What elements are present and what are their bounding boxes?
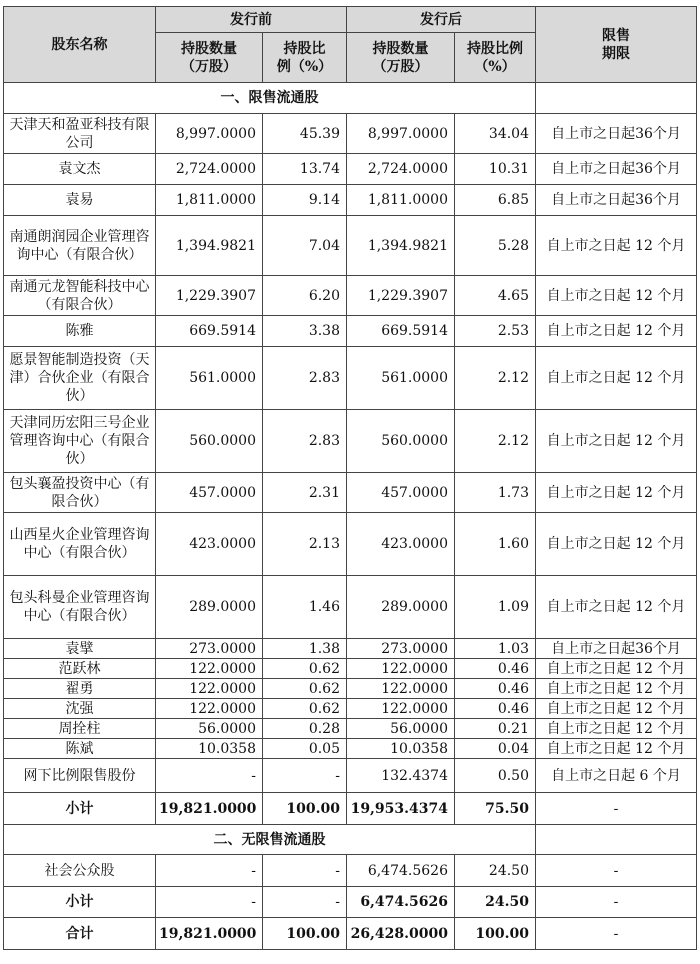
header-after-shares — [347, 33, 455, 83]
table-row — [4, 739, 697, 759]
header-after-ratio — [455, 33, 536, 83]
section1-title-empty — [536, 83, 697, 114]
row-before-ratio: 0.62 — [263, 699, 347, 719]
row-after-ratio: 1.09 — [455, 576, 536, 639]
row-after-shares: 122.0000 — [347, 679, 455, 699]
header-before-ratio-line2: 例（%） — [276, 58, 333, 75]
header-lockup-line1: 限售 — [602, 27, 630, 44]
row-period: 自上市之日起 12 个月 — [536, 347, 697, 410]
row-before-shares: 289.0000 — [156, 576, 263, 639]
row-before-ratio: - — [263, 759, 347, 793]
row-period: 自上市之日起 12 个月 — [536, 719, 697, 739]
row-after-shares: 561.0000 — [347, 347, 455, 410]
row-period: 自上市之日起36个月 — [536, 185, 697, 216]
row-period: 自上市之日起 6 个月 — [536, 759, 697, 793]
subtotal-after-ratio: 75.50 — [455, 793, 536, 825]
header-after-ratio-line1: 持股比例 — [467, 40, 523, 57]
row-name: 沈强 — [4, 699, 156, 719]
subtotal-after-shares: 6,474.5626 — [347, 887, 455, 918]
row-period: 自上市之日起 12 个月 — [536, 410, 697, 473]
row-after-shares: 457.0000 — [347, 473, 455, 513]
row-after-shares: 669.5914 — [347, 316, 455, 347]
subtotal-after-shares: 19,953.4374 — [347, 793, 455, 825]
row-period: 自上市之日起 12 个月 — [536, 739, 697, 759]
row-before-shares: 561.0000 — [156, 347, 263, 410]
row-before-shares: 122.0000 — [156, 659, 263, 679]
row-name: 天津天和盈亚科技有限公司 — [4, 114, 156, 154]
row-before-shares: 2,724.0000 — [156, 154, 263, 185]
row-before-shares: - — [156, 759, 263, 793]
row-name: 周拴柱 — [4, 719, 156, 739]
header-before-ratio-line1: 持股比 — [283, 40, 326, 57]
total-before-ratio: 100.00 — [263, 918, 347, 950]
table-row — [4, 216, 697, 276]
table-row — [4, 639, 697, 659]
row-after-ratio: 2.12 — [455, 347, 536, 410]
row-after-shares: 132.4374 — [347, 759, 455, 793]
row-after-ratio: 2.12 — [455, 410, 536, 473]
header-lockup-period — [536, 7, 697, 83]
row-before-ratio: 13.74 — [263, 154, 347, 185]
row-before-ratio: 1.46 — [263, 576, 347, 639]
header-before-shares-line2: （万股） — [181, 58, 237, 75]
header-after-issue: 发行后 — [347, 7, 536, 33]
row-after-shares: 8,997.0000 — [347, 114, 455, 154]
row-name: 南通朗润园企业管理咨询中心（有限合伙） — [4, 216, 156, 276]
row-name: 包头襄盈投资中心（有限合伙） — [4, 473, 156, 513]
table-row — [4, 410, 697, 473]
table-row — [4, 154, 697, 185]
row-name: 南通元龙智能科技中心（有限合伙） — [4, 276, 156, 316]
table-row — [4, 699, 697, 719]
row-before-shares: 8,997.0000 — [156, 114, 263, 154]
total-period: - — [536, 918, 697, 950]
section2-title: 二、无限售流通股 — [4, 825, 536, 855]
row-name: 社会公众股 — [4, 855, 156, 887]
shareholding-table — [3, 6, 697, 950]
row-after-shares: 1,394.9821 — [347, 216, 455, 276]
subtotal-before-ratio: 100.00 — [263, 793, 347, 825]
subtotal-name: 小计 — [4, 793, 156, 825]
subtotal-period: - — [536, 887, 697, 918]
row-before-ratio: 2.31 — [263, 473, 347, 513]
subtotal-name: 小计 — [4, 887, 156, 918]
header-shareholder-name: 股东名称 — [4, 7, 156, 83]
header-after-shares-line2: （万股） — [372, 58, 429, 75]
row-period: 自上市之日起 12 个月 — [536, 276, 697, 316]
table-row — [4, 316, 697, 347]
subtotal-row — [4, 793, 697, 825]
total-row — [4, 918, 697, 950]
row-name: 陈斌 — [4, 739, 156, 759]
row-before-ratio: 9.14 — [263, 185, 347, 216]
row-name: 袁擘 — [4, 639, 156, 659]
row-name: 山西星火企业管理咨询中心（有限合伙） — [4, 513, 156, 576]
row-after-ratio: 0.04 — [455, 739, 536, 759]
header-before-ratio — [263, 33, 347, 83]
row-period: 自上市之日起 12 个月 — [536, 699, 697, 719]
row-before-ratio: 0.28 — [263, 719, 347, 739]
table-row — [4, 185, 697, 216]
row-after-ratio: 10.31 — [455, 154, 536, 185]
table-row — [4, 114, 697, 154]
subtotal-after-ratio: 24.50 — [455, 887, 536, 918]
row-after-shares: 1,229.3907 — [347, 276, 455, 316]
subtotal-before-shares: 19,821.0000 — [156, 793, 263, 825]
row-after-shares: 289.0000 — [347, 576, 455, 639]
row-name: 天津同历宏阳三号企业管理咨询中心（有限合伙） — [4, 410, 156, 473]
row-before-ratio: - — [263, 855, 347, 887]
subtotal-period: - — [536, 793, 697, 825]
row-after-shares: 6,474.5626 — [347, 855, 455, 887]
table-row — [4, 759, 697, 793]
row-before-shares: 1,229.3907 — [156, 276, 263, 316]
table-row — [4, 576, 697, 639]
row-period: 自上市之日起36个月 — [536, 114, 697, 154]
row-name: 范跃林 — [4, 659, 156, 679]
row-before-shares: 122.0000 — [156, 699, 263, 719]
row-after-shares: 423.0000 — [347, 513, 455, 576]
row-after-ratio: 4.65 — [455, 276, 536, 316]
row-before-shares: 423.0000 — [156, 513, 263, 576]
row-after-ratio: 0.46 — [455, 699, 536, 719]
row-period: 自上市之日起 12 个月 — [536, 659, 697, 679]
subtotal-before-ratio: - — [263, 887, 347, 918]
row-before-ratio: 2.83 — [263, 410, 347, 473]
row-before-shares: 1,394.9821 — [156, 216, 263, 276]
row-before-ratio: 2.83 — [263, 347, 347, 410]
row-period: - — [536, 855, 697, 887]
total-before-shares: 19,821.0000 — [156, 918, 263, 950]
row-after-ratio: 0.46 — [455, 679, 536, 699]
row-after-ratio: 0.46 — [455, 659, 536, 679]
total-after-ratio: 100.00 — [455, 918, 536, 950]
row-after-shares: 560.0000 — [347, 410, 455, 473]
row-after-shares: 2,724.0000 — [347, 154, 455, 185]
row-period: 自上市之日起 12 个月 — [536, 473, 697, 513]
row-after-ratio: 1.60 — [455, 513, 536, 576]
section1-title: 一、限售流通股 — [4, 83, 536, 114]
header-after-shares-line1: 持股数量 — [372, 40, 429, 57]
row-after-ratio: 0.21 — [455, 719, 536, 739]
section2-title-empty — [536, 825, 697, 855]
row-before-ratio: 0.05 — [263, 739, 347, 759]
row-name: 包头科曼企业管理咨询中心（有限合伙） — [4, 576, 156, 639]
row-after-ratio: 5.28 — [455, 216, 536, 276]
row-period: 自上市之日起 12 个月 — [536, 513, 697, 576]
row-before-shares: 56.0000 — [156, 719, 263, 739]
row-before-ratio: 3.38 — [263, 316, 347, 347]
row-after-shares: 10.0358 — [347, 739, 455, 759]
row-before-ratio: 6.20 — [263, 276, 347, 316]
row-after-ratio: 1.73 — [455, 473, 536, 513]
table-row — [4, 347, 697, 410]
row-name: 陈雅 — [4, 316, 156, 347]
header-after-ratio-line2: （%） — [474, 58, 516, 75]
row-period: 自上市之日起 12 个月 — [536, 679, 697, 699]
header-before-issue: 发行前 — [156, 7, 347, 33]
row-before-shares: 457.0000 — [156, 473, 263, 513]
row-before-shares: - — [156, 855, 263, 887]
total-name: 合计 — [4, 918, 156, 950]
row-after-shares: 56.0000 — [347, 719, 455, 739]
row-period: 自上市之日起 12 个月 — [536, 316, 697, 347]
row-period: 自上市之日起 12 个月 — [536, 216, 697, 276]
row-after-ratio: 2.53 — [455, 316, 536, 347]
table-row — [4, 719, 697, 739]
row-name: 翟勇 — [4, 679, 156, 699]
row-before-shares: 669.5914 — [156, 316, 263, 347]
row-name: 网下比例限售股份 — [4, 759, 156, 793]
row-before-ratio: 0.62 — [263, 679, 347, 699]
header-before-shares — [156, 33, 263, 83]
row-before-shares: 10.0358 — [156, 739, 263, 759]
table-row — [4, 276, 697, 316]
table-row — [4, 659, 697, 679]
row-period: 自上市之日起36个月 — [536, 154, 697, 185]
row-after-ratio: 34.04 — [455, 114, 536, 154]
header-before-shares-line1: 持股数量 — [181, 40, 237, 57]
table-row — [4, 513, 697, 576]
row-before-shares: 1,811.0000 — [156, 185, 263, 216]
row-after-ratio: 1.03 — [455, 639, 536, 659]
row-before-ratio: 45.39 — [263, 114, 347, 154]
table-row — [4, 855, 697, 887]
row-after-ratio: 6.85 — [455, 185, 536, 216]
row-name: 袁文杰 — [4, 154, 156, 185]
row-after-ratio: 0.50 — [455, 759, 536, 793]
row-before-shares: 273.0000 — [156, 639, 263, 659]
table-row — [4, 679, 697, 699]
row-name: 袁易 — [4, 185, 156, 216]
row-after-ratio: 24.50 — [455, 855, 536, 887]
row-after-shares: 273.0000 — [347, 639, 455, 659]
row-name: 愿景智能制造投资（天津）合伙企业（有限合伙） — [4, 347, 156, 410]
header-lockup-line2: 期限 — [602, 45, 630, 62]
row-period: 自上市之日起36个月 — [536, 639, 697, 659]
row-before-shares: 122.0000 — [156, 679, 263, 699]
row-before-shares: 560.0000 — [156, 410, 263, 473]
subtotal-before-shares: - — [156, 887, 263, 918]
table-row — [4, 473, 697, 513]
row-after-shares: 1,811.0000 — [347, 185, 455, 216]
row-before-ratio: 2.13 — [263, 513, 347, 576]
total-after-shares: 26,428.0000 — [347, 918, 455, 950]
row-period: 自上市之日起 12 个月 — [536, 576, 697, 639]
row-before-ratio: 0.62 — [263, 659, 347, 679]
subtotal-row — [4, 887, 697, 918]
row-before-ratio: 1.38 — [263, 639, 347, 659]
row-after-shares: 122.0000 — [347, 699, 455, 719]
row-after-shares: 122.0000 — [347, 659, 455, 679]
row-before-ratio: 7.04 — [263, 216, 347, 276]
